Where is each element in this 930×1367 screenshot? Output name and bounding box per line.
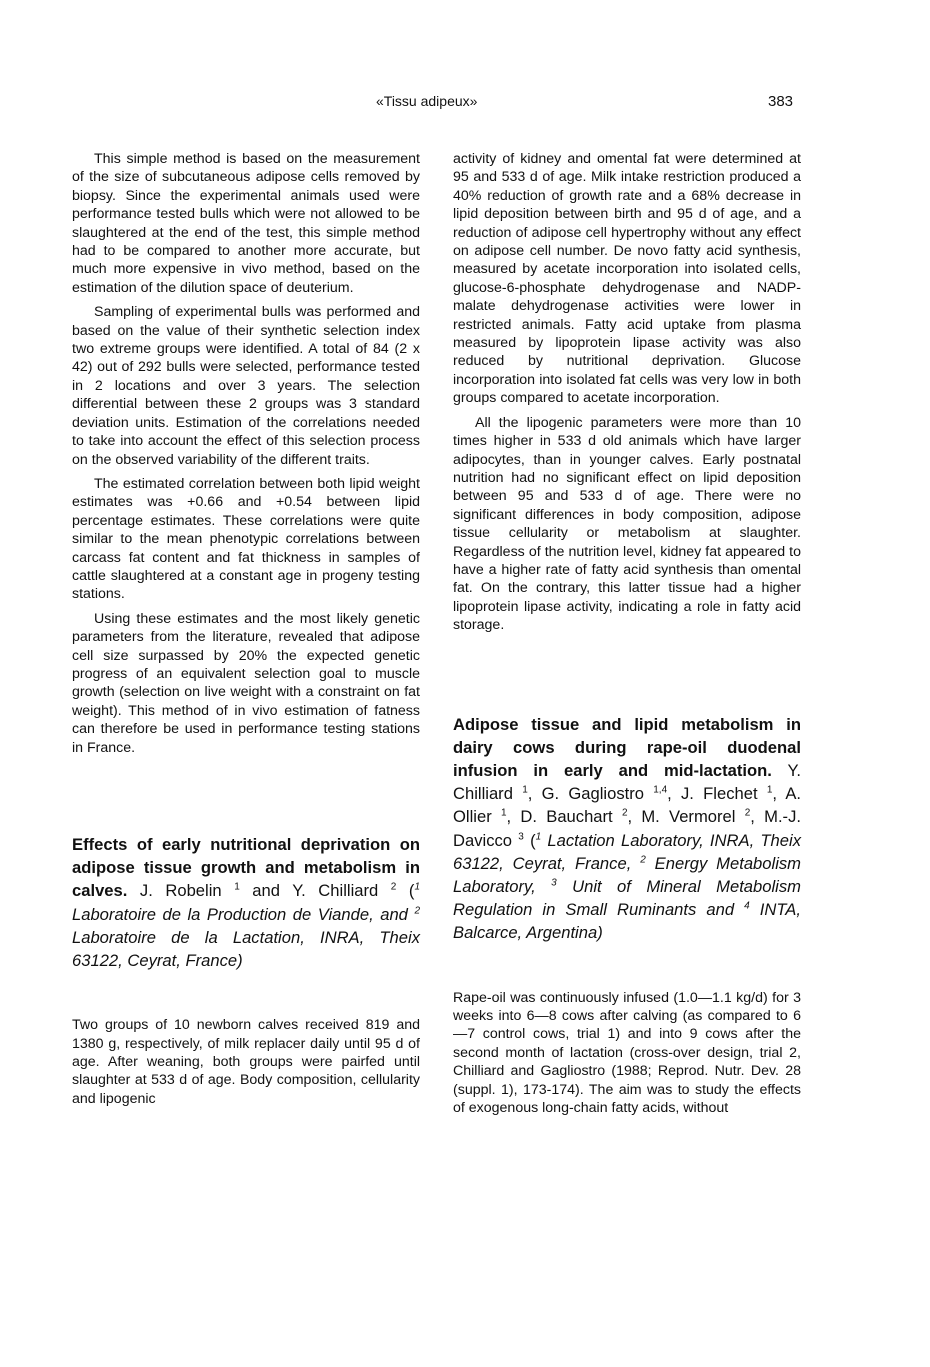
running-title: «Tissu adipeux» [376, 93, 478, 109]
author-chilliard: and Y. Chilliard [239, 881, 391, 901]
section-heading-rape-oil [453, 713, 801, 945]
right-column [453, 150, 801, 1117]
author-sup: 2 [390, 881, 397, 893]
affiliation-4: INTA, Balcarce, Argentina) [453, 900, 801, 943]
author-sup: 1 [522, 784, 528, 796]
affiliation-sup: 2 [414, 905, 420, 917]
author: , A. Ollier [453, 784, 802, 827]
section-body: Two groups of 10 newborn calves received 819 and 1380 g, respectively, of milk replacer daily until 95 d of age. After weaning, both groups were pairfed until slaughter at 533 d of age. Body composition, cellularity and lipogenic [72, 1017, 420, 1107]
section-heading-early-nutrition [72, 833, 420, 972]
left-paragraph-2: Sampling of experimental bulls was performed and based on the value of their synthetic selection index two extreme groups were identified. A total of 84 (2 x 42) out of 292 bulls were selected, performance tested in 2 locations and over 3 years. The selection differential between these 2 groups was 3 standard deviation units. Estimation of the correlations needed to take into account the effect of this selection process on the observed variability of the different traits. [72, 304, 420, 468]
affiliation-2: Energy Metabolism Laboratory, [453, 853, 802, 896]
affiliation-1: Lactation Laboratory, INRA, Theix 63122, Ceyrat, France, [453, 830, 801, 873]
author-sup: 1,4 [653, 784, 668, 796]
author-sup: 3 [518, 831, 524, 843]
section-title: Adipose tissue and lipid metabolism in dairy cows during rape-oil duodenal infusion in early and mid-lactation. [453, 714, 801, 780]
affiliation-open: ( [396, 881, 415, 901]
right-paragraph-1: activity of kidney and omental fat were determined at 95 and 533 d of age. Milk intake restriction produced a 40% reduction of growth rate and a 68% decrease in lipid deposition between birth and 95 d of age, and a reduction of adipose cell hypertrophy without any effect on adipose cell number. De novo fatty acid synthesis, measured by acetate incorporation into isolated cells, glucose-6-phosphate dehydrogenase and NADP-malate dehydrogenase activities were lower in restricted animals. Fatty acid uptake from plasma measured by lipoprotein lipase activity was also reduced by nutritional deprivation. Glucose incorporation into isolated fat cells was very low in both groups compared to acetate incorporation. [453, 151, 801, 407]
section-body: Rape-oil was continuously infused (1.0—1.1 kg/d) for 3 weeks into 6—8 cows after calving (as compared to 6—7 control cows, trial 1) and into 9 cows after the second month of lactation (cross-over design, trial 2, Chilliard and Gagliostro (1988; Reprod. Nutr. Dev. 28 (suppl. 1), 173-174). The aim was to study the effects of exogenous long-chain fatty acids, without [453, 989, 801, 1117]
affiliation-open: ( [523, 830, 536, 850]
author: , J. Flechet [667, 784, 767, 804]
author: Y. Chilliard [453, 760, 801, 804]
author: , M.-J. Davicco [453, 807, 801, 850]
right-paragraph-2: All the lipogenic parameters were more than 10 times higher in 533 d old animals which have larger adipocytes, than in younger calves. Early postnatal nutrition had no significant effect on lipid deposition between 95 and 533 d of age. There were no significant differences in body composition, adipose tissue cellularity or metabolism at slaughter. Regardless of the nutrition level, kidney fat appeared to have a higher rate of fatty acid synthesis than omental fat. On the contrary, this latter tissue had a higher lipoprotein lipase activity, indicating a role in fatty acid storage. [453, 414, 801, 634]
author-sup: 2 [744, 807, 751, 819]
author-sup: 1 [234, 881, 240, 893]
affiliation-sup: 1 [535, 831, 542, 843]
author-robelin: J. Robelin [139, 881, 235, 901]
author: , D. Bauchart [506, 807, 622, 827]
affiliation-3: Unit of Mineral Metabolism Regulation in Small Ruminants and [453, 876, 801, 920]
page-number: 383 [768, 93, 794, 110]
affiliation-sup: 4 [744, 900, 750, 912]
left-column [72, 150, 420, 1108]
running-head [0, 93, 930, 113]
author-sup: 1 [766, 784, 773, 796]
left-paragraph-3: The estimated correlation between both lipid weight estimates was +0.66 and +0.54 between lipid percentage estimates. These correlations were quite similar to the mean phenotypic correlations between carcass fat content and fat thickness in samples of cattle slaughtered at a constant age in progeny testing stations. [72, 475, 420, 603]
affiliation-sup: 2 [640, 854, 646, 866]
affiliation-sup: 1 [414, 881, 420, 893]
affiliation-1: Laboratoire de la Production de Viande, and [72, 904, 415, 924]
section-title: Effects of early nutritional deprivation on adipose tissue growth and metabolism in calves. [72, 835, 420, 901]
author-sup: 2 [621, 807, 628, 819]
left-paragraph-1: This simple method is based on the measurement of the size of subcutaneous adipose cells removed by biopsy. Since the experimental animals used were performance tested bulls which were not allowed to be slaughtered at the end of the test, this simple method had to be compared to another more accurate, but much more expensive in vivo method, based on the estimation of the dilution space of deuterium. [72, 151, 420, 296]
author-sup: 1 [500, 807, 507, 819]
author: , G. Gagliostro [527, 784, 654, 804]
author: , M. Vermorel [627, 807, 745, 827]
left-paragraph-4: Using these estimates and the most likely genetic parameters from the literature, revealed that adipose cell size surpassed by 20% the expected genetic progress of an equivalent selection goal to muscle growth (selection on live weight with a constraint on fat weight). This method of in vivo estimation of fatness can therefore be used in performance testing stations in France. [72, 610, 420, 756]
affiliation-2: Laboratoire de la Lactation, INRA, Theix 63122, Ceyrat, France) [72, 927, 420, 971]
affiliation-sup: 3 [551, 877, 557, 889]
